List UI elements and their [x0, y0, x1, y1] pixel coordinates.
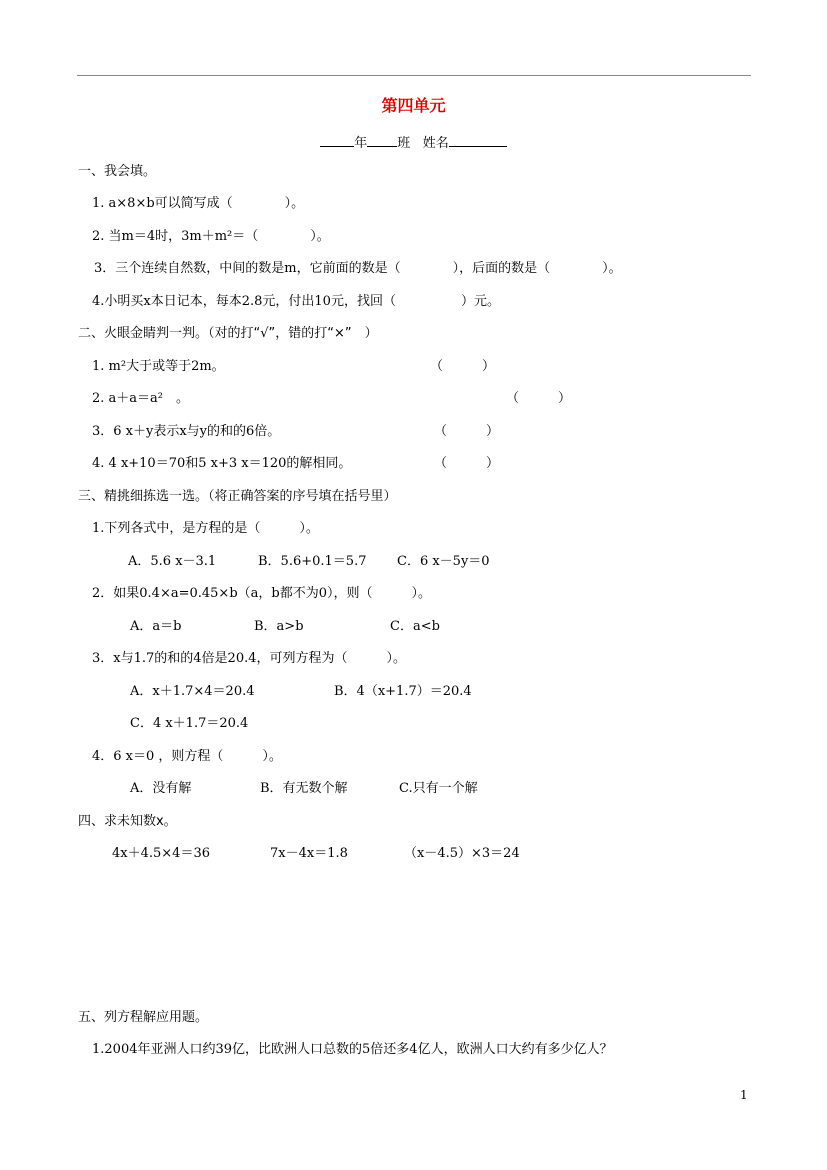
judge-bracket-3: （ ）: [434, 424, 500, 439]
class-info-line: [0, 132, 827, 151]
choice-3-option-a: A．x＋1.7×4＝20.4: [130, 684, 255, 699]
year-label: 年: [354, 136, 368, 151]
choice-3-option-b: B．4（x+1.7）＝20.4: [334, 684, 472, 699]
choice-question-3: 3．x与1.7的和的4倍是20.4，可列方程为（ ）。: [92, 651, 406, 666]
name-blank: [449, 134, 507, 147]
fill-item-3: 3．三个连续自然数，中间的数是m，它前面的数是（ ），后面的数是（ ）。: [94, 261, 622, 276]
judge-item-4: 4. 4 x+10＝70和5 x+3 x＝120的解相同。: [92, 456, 352, 471]
year-blank: [320, 134, 354, 147]
judge-bracket-1: （ ）: [430, 359, 496, 374]
choice-2-option-a: A．a＝b: [130, 619, 182, 634]
choice-2-option-b: B．a>b: [254, 619, 304, 634]
page-title: 第四单元: [381, 96, 446, 115]
page-number: 1: [740, 1088, 748, 1102]
choice-1-option-a: A．5.6 x－3.1: [128, 554, 217, 569]
choice-question-1: 1.下列各式中，是方程的是（ ）。: [92, 521, 319, 536]
choice-3-option-c: C．4 x＋1.7＝20.4: [130, 716, 249, 731]
header-rule: [77, 75, 751, 76]
fill-item-1: 1. a×8×b可以简写成（ ）。: [92, 196, 305, 211]
name-label: 姓名: [422, 136, 449, 151]
section5-heading: 五、列方程解应用题。: [78, 1010, 209, 1025]
choice-4-option-a: A．没有解: [130, 781, 192, 796]
judge-item-1: 1. m²大于或等于2m。: [92, 359, 225, 374]
choice-4-option-c: C.只有一个解: [399, 781, 478, 796]
equation-3: （x－4.5）×3＝24: [404, 846, 520, 861]
judge-item-3: 3．6 x＋y表示x与y的和的6倍。: [92, 424, 281, 439]
class-label: 班: [397, 136, 411, 151]
fill-item-4: 4.小明买x本日记本，每本2.8元，付出10元，找回（ ）元。: [92, 294, 500, 309]
choice-1-option-b: B．5.6+0.1＝5.7: [258, 554, 367, 569]
choice-1-option-c: C．6 x－5y＝0: [397, 554, 490, 569]
class-blank: [367, 134, 397, 147]
judge-bracket-4: （ ）: [434, 456, 500, 471]
judge-bracket-2: （ ）: [506, 391, 572, 406]
choice-question-4: 4．6 x＝0 ，则方程（ ）。: [92, 749, 282, 764]
fill-item-2: 2. 当m＝4时，3m＋m²＝（ ）。: [92, 229, 330, 244]
choice-4-option-b: B．有无数个解: [260, 781, 348, 796]
word-problem-1: 1.2004年亚洲人口约39亿，比欧洲人口总数的5倍还多4亿人，欧洲人口大约有多少亿人？: [92, 1042, 613, 1057]
choice-2-option-c: C．a<b: [390, 619, 440, 634]
equation-2: 7x－4x＝1.8: [270, 846, 348, 861]
equation-1: 4x＋4.5×4＝36: [112, 846, 210, 861]
section2-heading: 二、火眼金睛判一判。（对的打“√”，错的打“×” ）: [78, 326, 378, 341]
section3-heading: 三、精挑细拣选一选。（将正确答案的序号填在括号里）: [78, 489, 397, 504]
section4-heading: 四、求未知数x。: [78, 814, 177, 829]
choice-question-2: 2．如果0.4×a=0.45×b（a，b都不为0），则（ ）。: [92, 586, 431, 601]
section1-heading: 一、我会填。: [78, 164, 157, 179]
judge-item-2: 2. a＋a＝a² 。: [92, 391, 189, 406]
